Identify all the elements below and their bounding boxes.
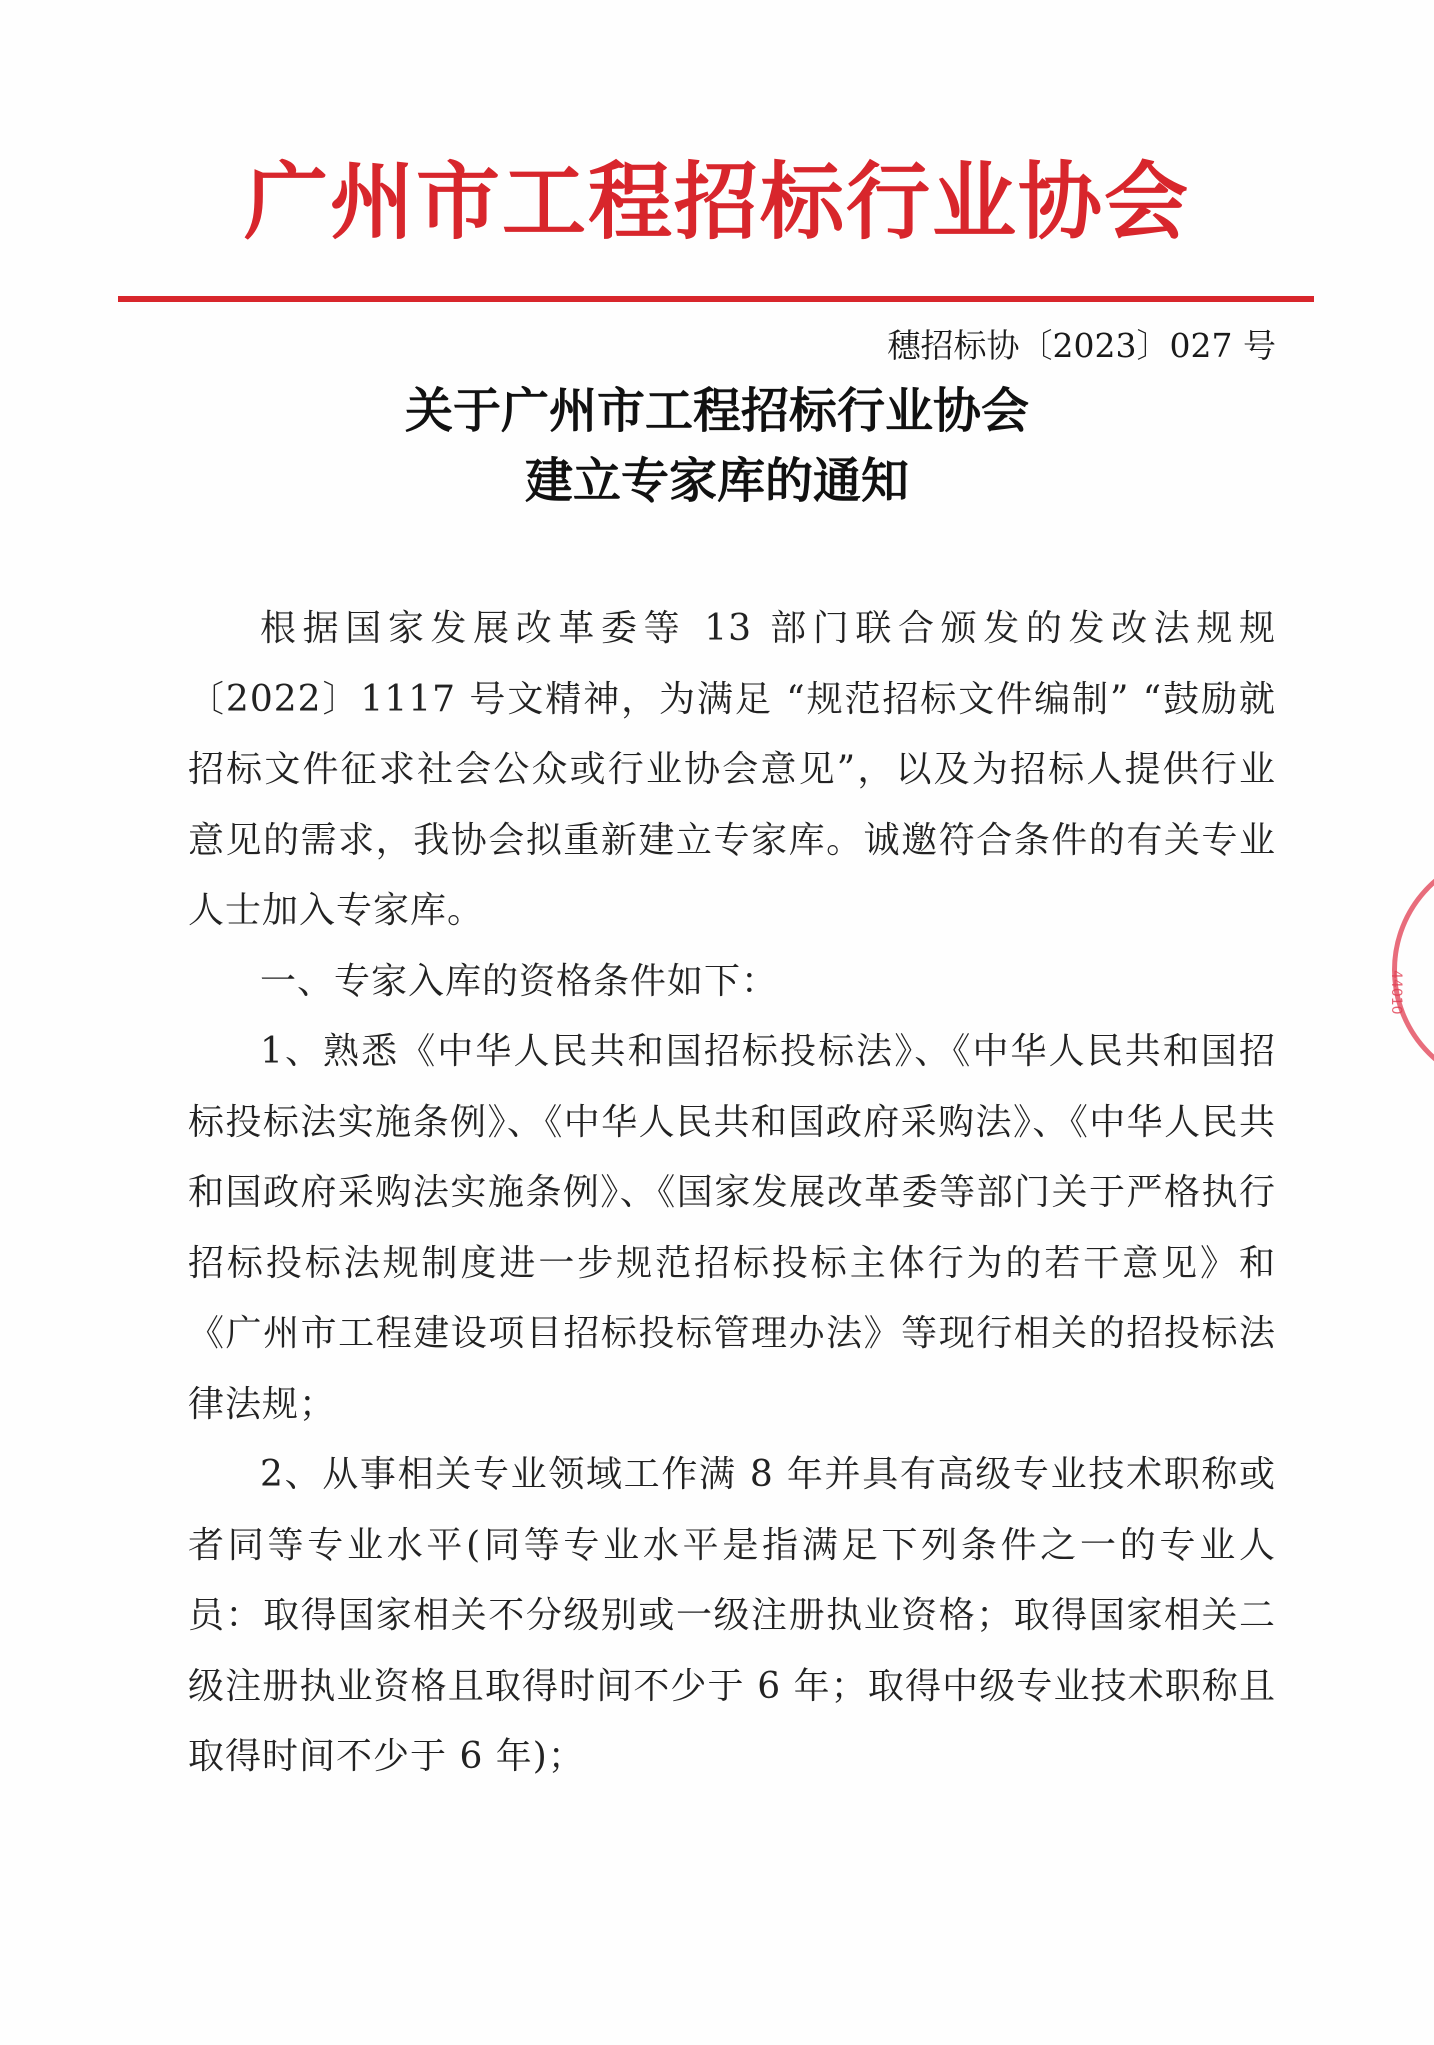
document-title: [0, 376, 1434, 516]
official-seal-fragment: [1388, 850, 1434, 1100]
intro-paragraph: 根据国家发展改革委等 13 部门联合颁发的发改法规规〔2022〕1117 号文精神，为满足 “规范招标文件编制” “鼓励就招标文件征求社会公众或行业协会意见”，以及为招标人提供行业意见的需求，我协会拟重新建立专家库。诚邀符合条件的有关专业人士加入专家库。: [188, 608, 1276, 931]
condition-item-1: 1、熟悉《中华人民共和国招标投标法》、《中华人民共和国招标投标法实施条例》、《中华人民共和国政府采购法》、《中华人民共和国政府采购法实施条例》、《国家发展改革委等部门关于严格执行招标投标法规制度进一步规范招标投标主体行为的若干意见》和《广州市工程建设项目招标投标管理办法》等现行相关的招投标法律法规；: [188, 1031, 1276, 1425]
condition-item-2: 2、从事相关专业领域工作满 8 年并具有高级专业技术职称或者同等专业水平(同等专业水平是指满足下列条件之一的专业人员：取得国家相关不分级别或一级注册执业资格；取得国家相关二级注册执业资格且取得时间不少于 6 年；取得中级专业技术职称且取得时间不少于 6 年)；: [188, 1454, 1276, 1777]
organization-header: 广州市工程招标行业协会: [243, 152, 1190, 251]
header-red-rule: [118, 296, 1314, 302]
title-line-1: 关于广州市工程招标行业协会: [404, 383, 1029, 439]
document-number: 穗招标协〔2023〕027 号: [887, 326, 1276, 365]
document-body: [188, 594, 1276, 1793]
section-1-heading: 一、专家入库的资格条件如下：: [260, 960, 779, 1002]
seal-text: 44010: [1388, 970, 1404, 1015]
title-line-2: 建立专家库的通知: [524, 453, 909, 509]
